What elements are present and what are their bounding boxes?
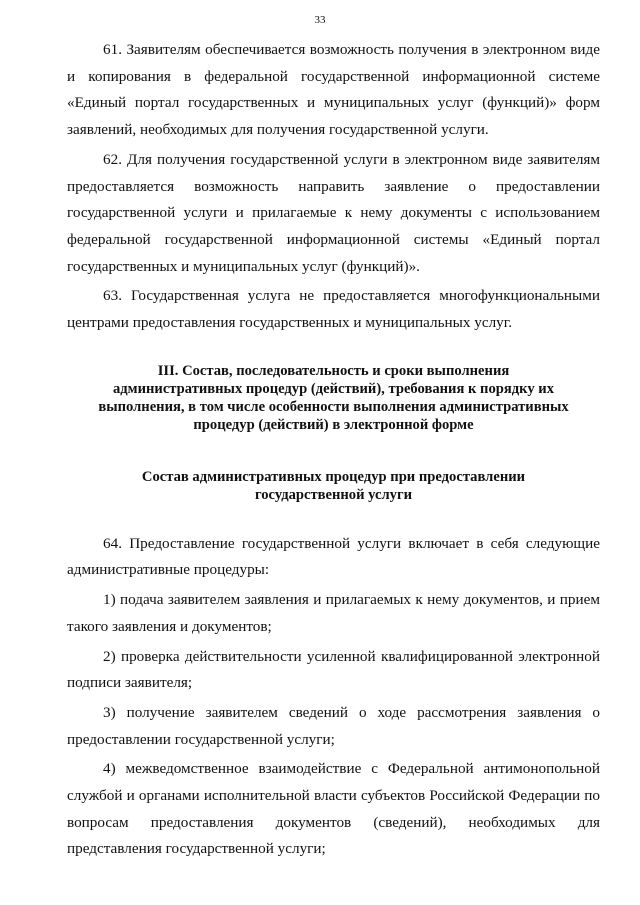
section-heading-line: процедур (действий) в электронной форме	[193, 416, 474, 433]
list-item-1: 1) подача заявителем заявления и прилагаемых к нему документов, и прием такого заявления и документов;	[67, 591, 600, 635]
list-item-3: 3) получение заявителем сведений о ходе рассмотрения заявления о предоставлении государственной услуги;	[67, 703, 600, 748]
paragraph-62: 62. Для получения государственной услуги в электронном виде заявителям предоставляется возможность направить заявление о предоставлении государственной услуги и прилагаемые к нему документы с использованием федеральной государственной информационной системы «Единый портал государственных и муниципальных услуг (функций)».	[67, 150, 600, 275]
subsection-heading-line: Состав административных процедур при предоставлении	[141, 468, 526, 485]
section-heading-line: административных процедур (действий), требования к порядку их	[112, 380, 555, 397]
section-heading-line: выполнения, в том числе особенности выполнения административных	[98, 398, 569, 415]
section-heading-line: III. Состав, последовательность и сроки выполнения	[157, 362, 510, 379]
paragraph-64: 64. Предоставление государственной услуги включает в себя следующие административные процедуры:	[67, 534, 600, 579]
page-number: 33	[314, 14, 326, 26]
list-item-2: 2) проверка действительности усиленной квалифицированной электронной подписи заявителя;	[67, 647, 600, 692]
subsection-heading	[67, 468, 600, 504]
list-item-4: 4) межведомственное взаимодействие с Федеральной антимонопольной службой и органами исполнительной власти субъектов Российской Федерации по вопросам предоставления документов (сведений), необходимых для представления государственной услуги;	[67, 760, 600, 858]
section-heading	[67, 362, 600, 434]
subsection-heading-line: государственной услуги	[254, 486, 413, 503]
paragraph-63: 63. Государственная услуга не предоставляется многофункциональными центрами предоставления государственных и муниципальных услуг.	[67, 287, 600, 332]
paragraph-61: 61. Заявителям обеспечивается возможность получения в электронном виде и копирования в федеральной государственной информационной системе «Единый портал государственных и муниципальных услуг (функций)» форм заявлений, необходимых для получения государственной услуги.	[67, 41, 600, 139]
document-body	[67, 37, 600, 863]
